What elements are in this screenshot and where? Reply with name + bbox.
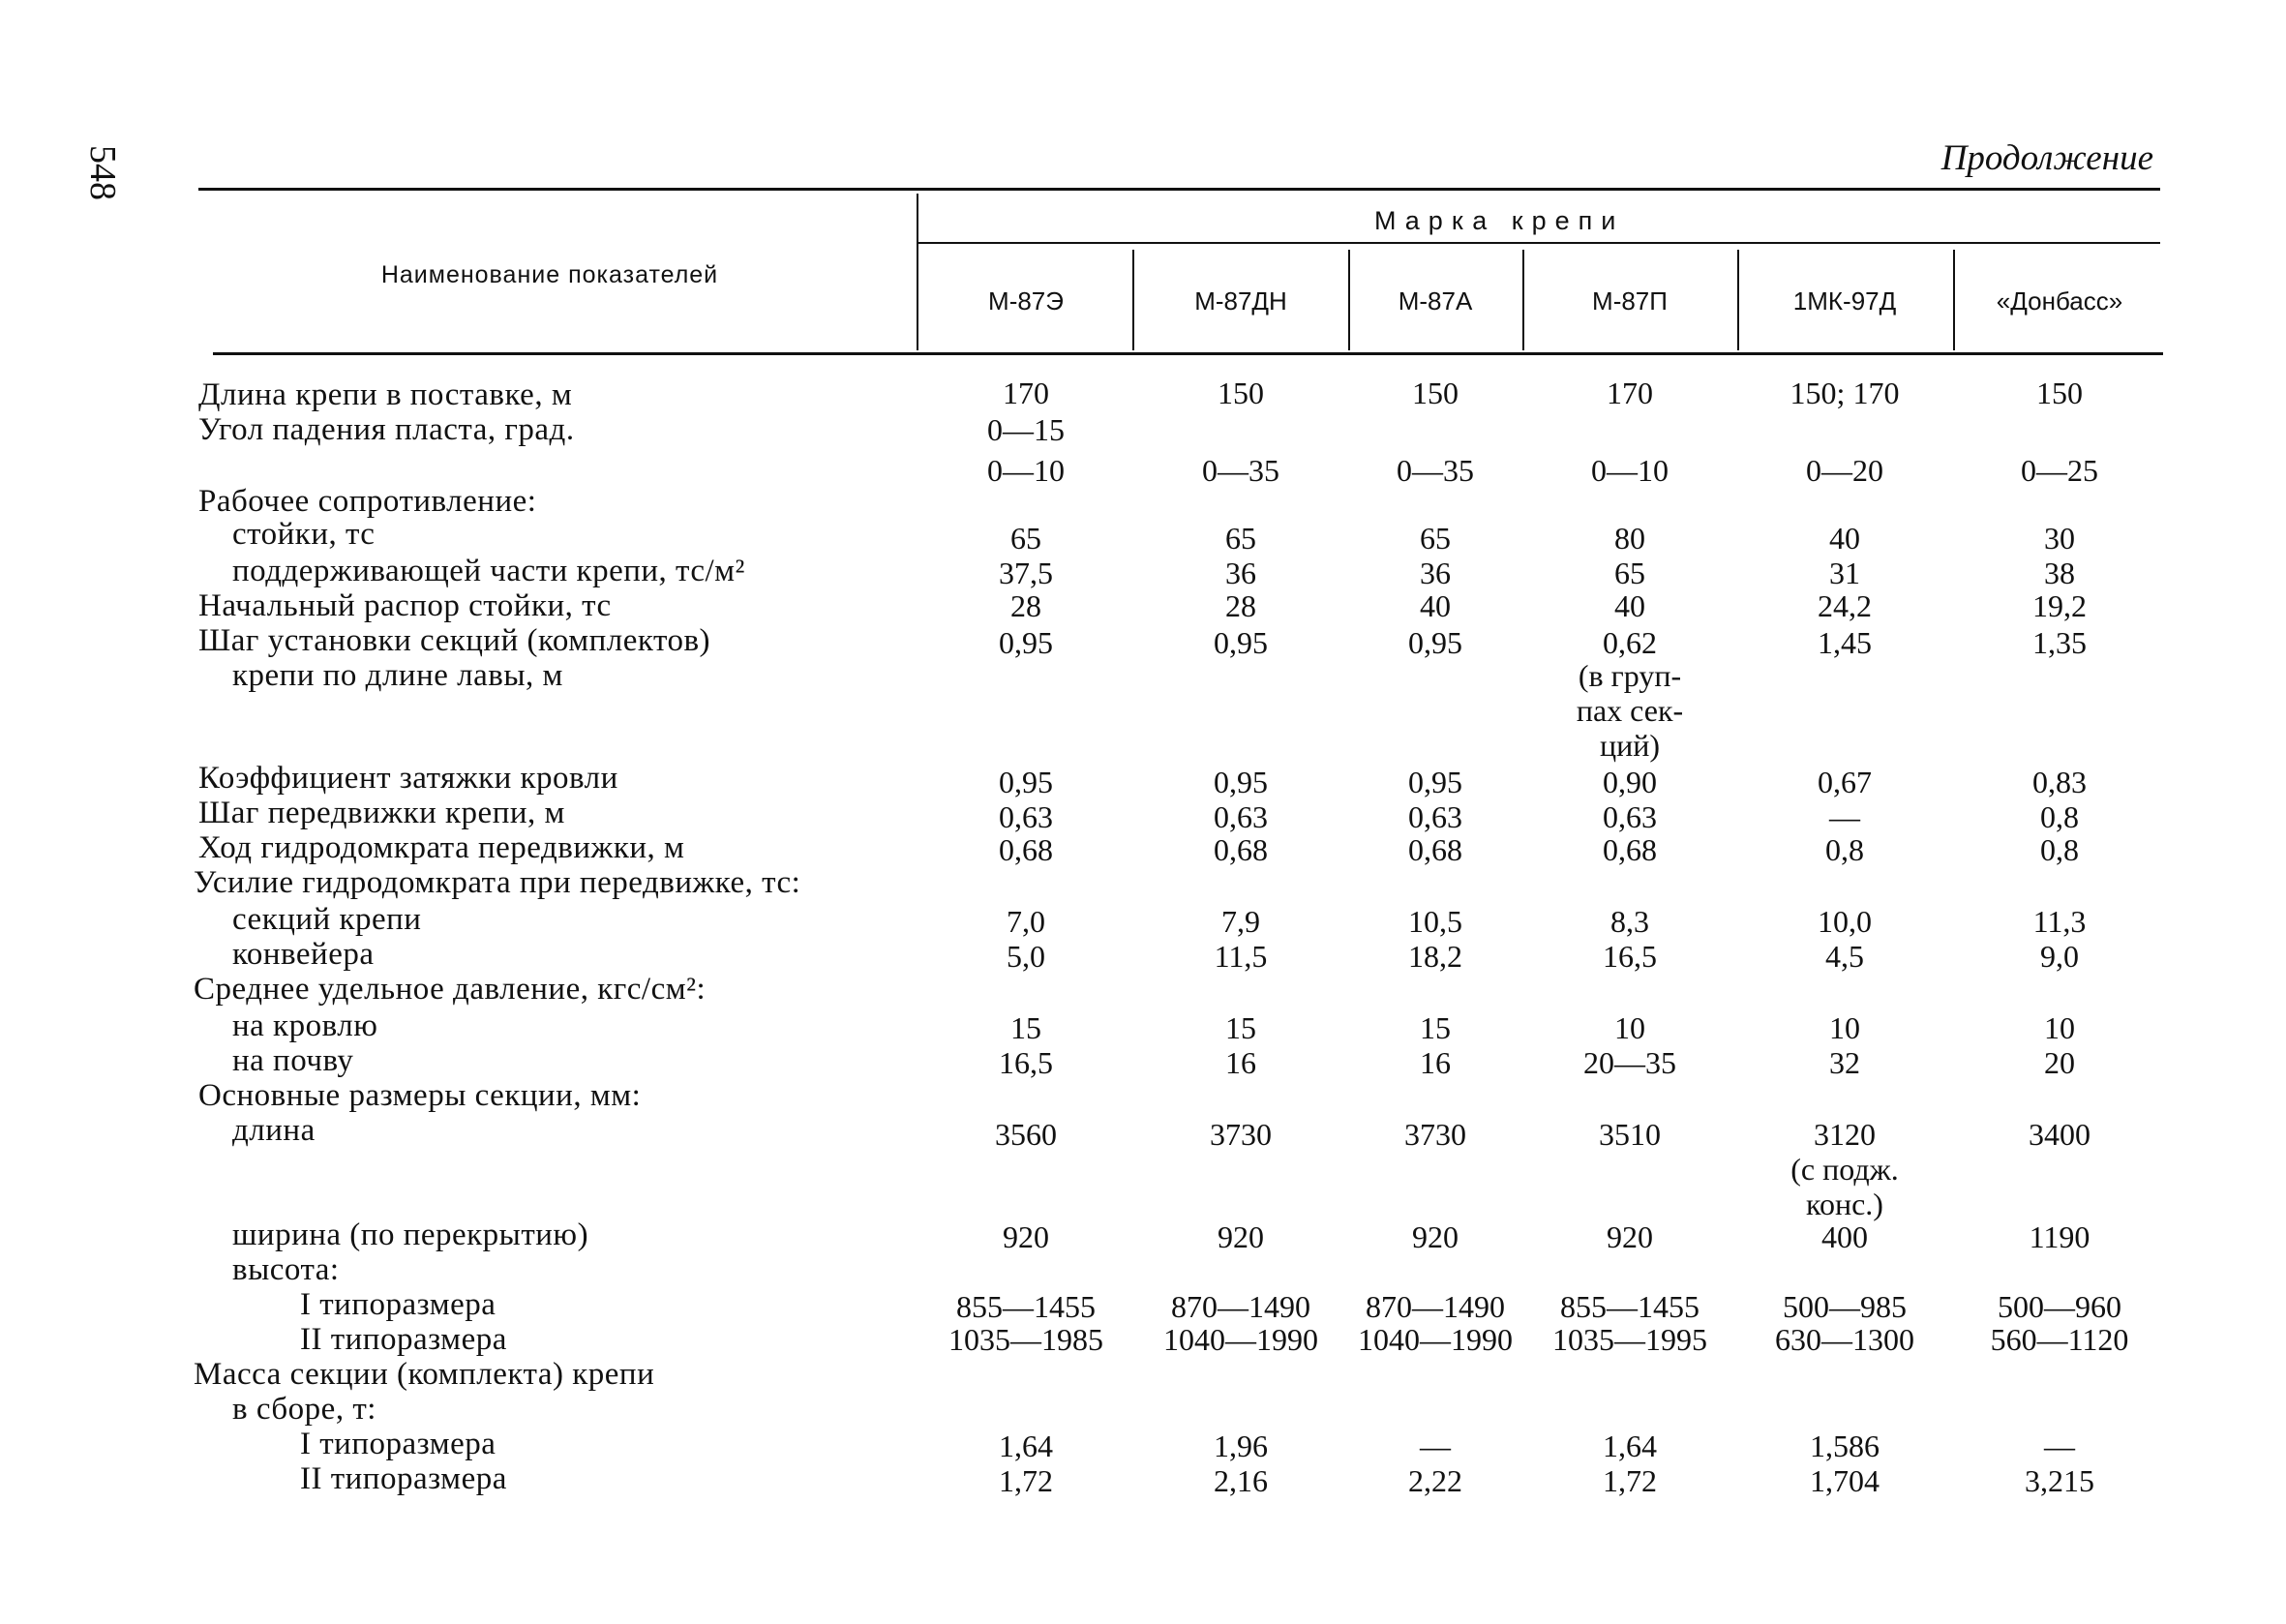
table-top-rule xyxy=(198,188,2160,191)
cell-value: 10,0 xyxy=(1818,904,1872,939)
cell-value: 16 xyxy=(1225,1045,1256,1080)
cell-value: 0—10 xyxy=(1591,453,1669,488)
cell-value: 10,5 xyxy=(1408,904,1462,939)
header-col-m87p: М-87П xyxy=(1592,286,1668,316)
cell-value: 0,95 xyxy=(1214,625,1268,660)
header-divider xyxy=(1953,250,1955,350)
cell-value: 3,215 xyxy=(2025,1463,2094,1498)
cell-value: 3510 xyxy=(1599,1117,1661,1152)
cell-value: 9,0 xyxy=(2040,939,2079,974)
cell-value: 15 xyxy=(1420,1010,1451,1045)
cell-value: 855—1455 xyxy=(1560,1289,1699,1324)
row-label: ширина (по перекрытию) xyxy=(232,1218,589,1252)
cell-value: 16,5 xyxy=(999,1045,1053,1080)
row-label: Среднее удельное давление, кгс/см²: xyxy=(194,972,707,1007)
cell-value: 37,5 xyxy=(999,556,1053,590)
row-label: крепи по длине лавы, м xyxy=(232,658,563,693)
row-label: Ход гидродомкрата передвижки, м xyxy=(198,830,685,865)
cell-value: 0,63 xyxy=(999,799,1053,834)
cell-value: 3120 xyxy=(1814,1117,1876,1152)
cell-value: 5,0 xyxy=(1007,939,1045,974)
header-col-donbass: «Донбасс» xyxy=(1996,286,2123,316)
cell-value: 0,63 xyxy=(1214,799,1268,834)
row-label: Шаг установки секций (комплектов) xyxy=(198,623,711,658)
cell-value: 0,68 xyxy=(1408,832,1462,867)
header-divider xyxy=(1132,250,1134,350)
cell-value: 10 xyxy=(1829,1010,1860,1045)
row-label: на кровлю xyxy=(232,1008,378,1043)
cell-value: ций) xyxy=(1599,728,1661,763)
cell-value: 3730 xyxy=(1404,1117,1466,1152)
header-name-column: Наименование показателей xyxy=(380,261,719,288)
cell-value: 870—1490 xyxy=(1171,1289,1310,1324)
cell-value: 0—15 xyxy=(987,412,1065,447)
cell-value: 20 xyxy=(2044,1045,2075,1080)
cell-value: 0,67 xyxy=(1818,765,1872,799)
cell-value: пах сек- xyxy=(1576,693,1684,728)
cell-value: 10 xyxy=(1614,1010,1645,1045)
cell-value: 1040—1990 xyxy=(1358,1322,1513,1357)
cell-value: — xyxy=(1420,1429,1451,1463)
cell-value: 0,68 xyxy=(1603,832,1657,867)
cell-value: 38 xyxy=(2044,556,2075,590)
cell-value: 870—1490 xyxy=(1366,1289,1505,1324)
row-label: II типоразмера xyxy=(300,1461,507,1496)
cell-value: 8,3 xyxy=(1610,904,1649,939)
cell-value: 7,0 xyxy=(1007,904,1045,939)
row-label: длина xyxy=(232,1113,316,1148)
cell-value: 1040—1990 xyxy=(1163,1322,1318,1357)
cell-value: 0,83 xyxy=(2032,765,2087,799)
row-label: стойки, тс xyxy=(232,517,376,552)
header-col-m87a: М-87А xyxy=(1398,286,1473,316)
row-label: в сборе, т: xyxy=(232,1392,376,1427)
cell-value: 0,90 xyxy=(1603,765,1657,799)
row-label: I типоразмера xyxy=(300,1287,496,1322)
cell-value: 40 xyxy=(1829,521,1860,556)
cell-value: 40 xyxy=(1420,588,1451,623)
cell-value: 0,68 xyxy=(999,832,1053,867)
cell-value: 0,95 xyxy=(1408,765,1462,799)
header-divider xyxy=(1737,250,1739,350)
cell-value: 0,63 xyxy=(1603,799,1657,834)
cell-value: 0—20 xyxy=(1806,453,1883,488)
cell-value: 15 xyxy=(1225,1010,1256,1045)
row-label: Шаг передвижки крепи, м xyxy=(198,796,565,830)
row-label: Длина крепи в поставке, м xyxy=(198,377,573,412)
cell-value: 500—960 xyxy=(1998,1289,2121,1324)
cell-value: 0,62 xyxy=(1603,625,1657,660)
cell-value: 560—1120 xyxy=(1990,1322,2129,1357)
cell-value: 150 xyxy=(1412,376,1459,410)
row-label: секций крепи xyxy=(232,902,422,937)
brand-group-rule xyxy=(917,242,2160,244)
cell-value: 0—25 xyxy=(2021,453,2098,488)
row-label: на почву xyxy=(232,1043,354,1078)
cell-value: 0—35 xyxy=(1397,453,1474,488)
cell-value: 0,63 xyxy=(1408,799,1462,834)
cell-value: 0,8 xyxy=(1825,832,1864,867)
cell-value: 0,95 xyxy=(1408,625,1462,660)
cell-value: 15 xyxy=(1010,1010,1041,1045)
cell-value: 31 xyxy=(1829,556,1860,590)
row-label: I типоразмера xyxy=(300,1427,496,1461)
cell-value: 150 xyxy=(2036,376,2083,410)
cell-value: 1035—1995 xyxy=(1552,1322,1707,1357)
cell-value: 500—985 xyxy=(1783,1289,1907,1324)
cell-value: 80 xyxy=(1614,521,1645,556)
cell-value: 0—35 xyxy=(1202,453,1279,488)
cell-value: 2,16 xyxy=(1214,1463,1268,1498)
cell-value: 1190 xyxy=(2029,1219,2090,1254)
row-label: поддерживающей части крепи, тс/м² xyxy=(232,554,745,588)
cell-value: 0,95 xyxy=(1214,765,1268,799)
cell-value: 920 xyxy=(1218,1219,1264,1254)
cell-value: 150; 170 xyxy=(1790,376,1900,410)
cell-value: 28 xyxy=(1225,588,1256,623)
row-label: Начальный распор стойки, тс xyxy=(198,588,612,623)
cell-value: 1,586 xyxy=(1810,1429,1880,1463)
cell-value: 0—10 xyxy=(987,453,1065,488)
cell-value: 11,5 xyxy=(1214,939,1268,974)
cell-value: 2,22 xyxy=(1408,1463,1462,1498)
row-label: II типоразмера xyxy=(300,1322,507,1357)
cell-value: 7,9 xyxy=(1221,904,1260,939)
cell-value: 0,68 xyxy=(1214,832,1268,867)
cell-value: 3560 xyxy=(995,1117,1057,1152)
cell-value: 1,96 xyxy=(1214,1429,1268,1463)
cell-value: 3400 xyxy=(2029,1117,2090,1152)
cell-value: 16 xyxy=(1420,1045,1451,1080)
header-col-m87dn: М-87ДН xyxy=(1194,286,1287,316)
cell-value: 65 xyxy=(1010,521,1041,556)
cell-value: 855—1455 xyxy=(956,1289,1096,1324)
cell-value: 1,72 xyxy=(1603,1463,1657,1498)
header-brand-group: Марка крепи xyxy=(1374,206,1625,235)
cell-value: 24,2 xyxy=(1818,588,1872,623)
cell-value: 19,2 xyxy=(2032,588,2087,623)
cell-value: 1,45 xyxy=(1818,625,1872,660)
cell-value: — xyxy=(1829,799,1860,834)
row-label: высота: xyxy=(232,1252,340,1287)
cell-value: — xyxy=(2044,1429,2075,1463)
page-number: 548 xyxy=(82,145,123,200)
header-col-1mk97d: 1МК-97Д xyxy=(1792,286,1897,316)
cell-value: 18,2 xyxy=(1408,939,1462,974)
cell-value: 1,64 xyxy=(999,1429,1053,1463)
continuation-label: Продолжение xyxy=(1940,138,2153,178)
row-label: конвейера xyxy=(232,937,375,972)
cell-value: 40 xyxy=(1614,588,1645,623)
cell-value: 630—1300 xyxy=(1775,1322,1914,1357)
header-col-m87e: М-87Э xyxy=(988,286,1064,316)
cell-value: 400 xyxy=(1821,1219,1868,1254)
row-label: Основные размеры секции, мм: xyxy=(198,1078,642,1113)
cell-value: (в груп- xyxy=(1578,658,1682,693)
cell-value: 11,3 xyxy=(2032,904,2087,939)
cell-value: 1,704 xyxy=(1810,1463,1880,1498)
cell-value: 1,64 xyxy=(1603,1429,1657,1463)
cell-value: 170 xyxy=(1003,376,1049,410)
cell-value: 920 xyxy=(1607,1219,1653,1254)
cell-value: 920 xyxy=(1003,1219,1049,1254)
cell-value: 28 xyxy=(1010,588,1041,623)
cell-value: 0,8 xyxy=(2040,799,2079,834)
cell-value: 1,72 xyxy=(999,1463,1053,1498)
cell-value: 65 xyxy=(1420,521,1451,556)
cell-value: 920 xyxy=(1412,1219,1459,1254)
cell-value: 0,95 xyxy=(999,625,1053,660)
cell-value: 3730 xyxy=(1210,1117,1272,1152)
cell-value: (с подж. xyxy=(1790,1152,1899,1187)
cell-value: 150 xyxy=(1218,376,1264,410)
cell-value: 30 xyxy=(2044,521,2075,556)
row-label: Усилие гидродомкрата при передвижке, тс: xyxy=(194,865,801,900)
cell-value: 65 xyxy=(1225,521,1256,556)
cell-value: 0,95 xyxy=(999,765,1053,799)
cell-value: 65 xyxy=(1614,556,1645,590)
cell-value: конс.) xyxy=(1806,1187,1883,1221)
row-label: Масса секции (комплекта) крепи xyxy=(194,1357,655,1392)
header-divider-main xyxy=(917,194,918,350)
cell-value: 170 xyxy=(1607,376,1653,410)
cell-value: 36 xyxy=(1225,556,1256,590)
row-label: Рабочее сопротивление: xyxy=(198,484,537,519)
cell-value: 1,35 xyxy=(2032,625,2087,660)
row-label: Угол падения пласта, град. xyxy=(198,412,575,447)
cell-value: 10 xyxy=(2044,1010,2075,1045)
cell-value: 32 xyxy=(1829,1045,1860,1080)
cell-value: 4,5 xyxy=(1825,939,1864,974)
cell-value: 1035—1985 xyxy=(948,1322,1103,1357)
cell-value: 20—35 xyxy=(1583,1045,1676,1080)
cell-value: 0,8 xyxy=(2040,832,2079,867)
row-label: Коэффициент затяжки кровли xyxy=(198,761,618,796)
cell-value: 36 xyxy=(1420,556,1451,590)
cell-value: 16,5 xyxy=(1603,939,1657,974)
header-bottom-rule xyxy=(213,352,2163,355)
